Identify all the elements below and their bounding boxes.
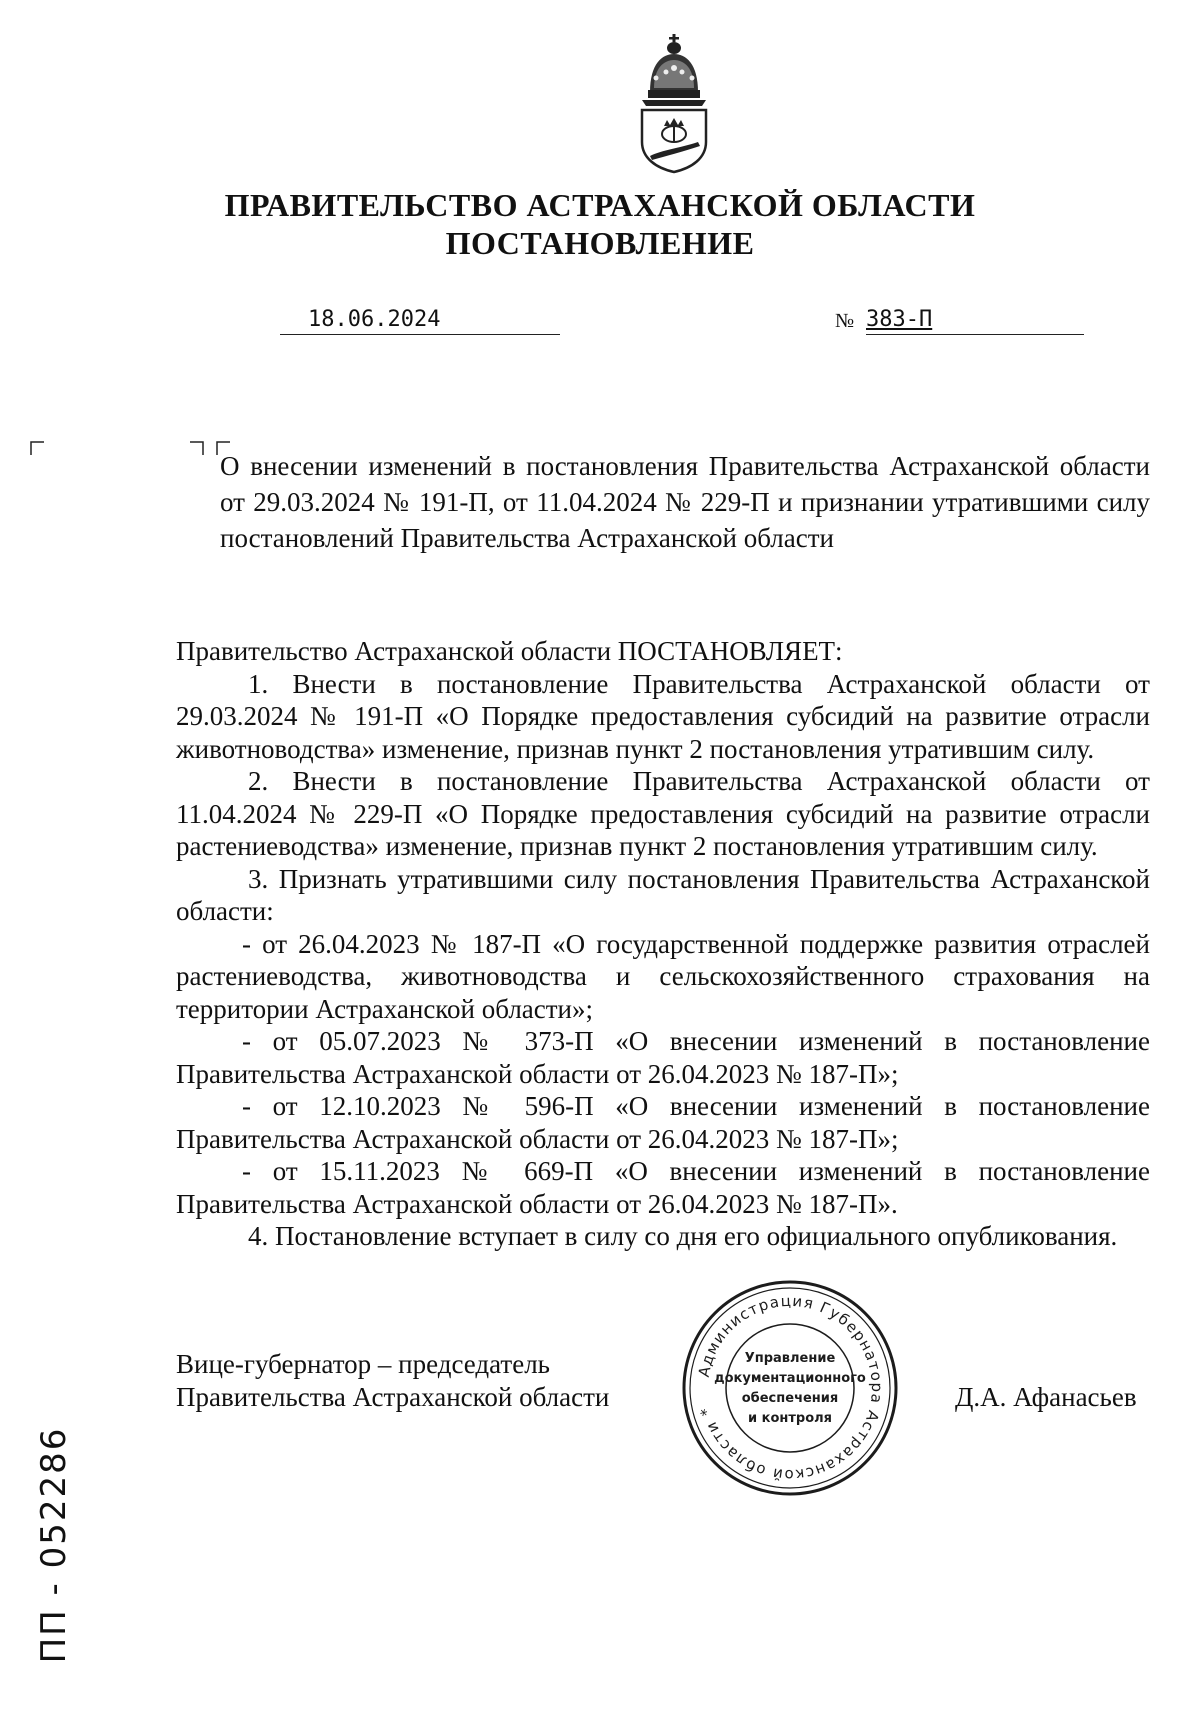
coat-of-arms-emblem [636,34,712,174]
body-subitem: - от 26.04.2023 № 187-П «О государственной поддержке развития отраслей растениеводства, животноводства и сельскохозяйственного страхования на территории Астраханской области»; [176,928,1150,1024]
side-serial-text: ПП - 052286 [34,1426,74,1664]
side-serial [18,1395,90,1695]
body-item: 3. Признать утратившими силу постановления Правительства Астраханской области: [176,863,1150,926]
signatory-role-line: Правительства Астраханской области [176,1382,610,1412]
corner-mark [30,441,44,455]
seal-ring-text: Администрация Губернатора Астраханской области * [694,1291,887,1485]
header-organization: ПРАВИТЕЛЬСТВО АСТРАХАНСКОЙ ОБЛАСТИ [224,187,976,223]
body-item: 1. Внести в постановление Правительства Астраханской области от 29.03.2024 № 191-П «О Порядке предоставления субсидий на развитие отрасли животноводства» изменение, признав пункт 2 постановления утратившим силу. [176,668,1150,764]
document-subject: О внесении изменений в постановления Правительства Астраханской области от 29.03.2024 № 191-П, от 11.04.2024 № 229-П и признании утратившими силу постановлений Правительства Астраханской области [220,451,1150,553]
header-doc-type: ПОСТАНОВЛЕНИЕ [445,225,755,261]
seal-center-line: документационного [714,1371,866,1386]
signatory-name: Д.А. Афанасьев [955,1382,1137,1412]
official-seal [680,1278,900,1498]
signatory-role [176,1348,609,1414]
seal-center-line: и контроля [747,1411,833,1426]
seal-center-line: Управление [744,1351,836,1366]
corner-mark [190,441,204,455]
body-subitem: - от 05.07.2023 № 373-П «О внесении изменений в постановление Правительства Астраханской области от 26.04.2023 № 187-П»; [176,1026,1150,1089]
document-number: 383-П [866,306,1084,335]
svg-text:Администрация Губернатора Астр [695,1292,886,1484]
body-intro: Правительство Астраханской области ПОСТАНОВЛЯЕТ: [176,636,843,666]
seal-center-line: обеспечения [741,1391,839,1406]
document-date: 18.06.2024 [280,306,560,335]
body-subitem: - от 15.11.2023 № 669-П «О внесении изменений в постановление Правительства Астраханской области от 26.04.2023 № 187-П». [176,1156,1150,1219]
body-final: 4. Постановление вступает в силу со дня его официального опубликования. [248,1221,1118,1251]
document-body [176,635,1150,1253]
signatory-role-line: Вице-губернатор – председатель [176,1349,550,1379]
body-subitem: - от 12.10.2023 № 596-П «О внесении изменений в постановление Правительства Астраханской области от 26.04.2023 № 187-П»; [176,1091,1150,1154]
body-item: 2. Внести в постановление Правительства Астраханской области от 11.04.2024 № 229-П «О Порядке предоставления субсидий на развитие отрасли растениеводства» изменение, признав пункт 2 постановления утратившим силу. [176,766,1150,861]
number-label: № [835,310,855,332]
